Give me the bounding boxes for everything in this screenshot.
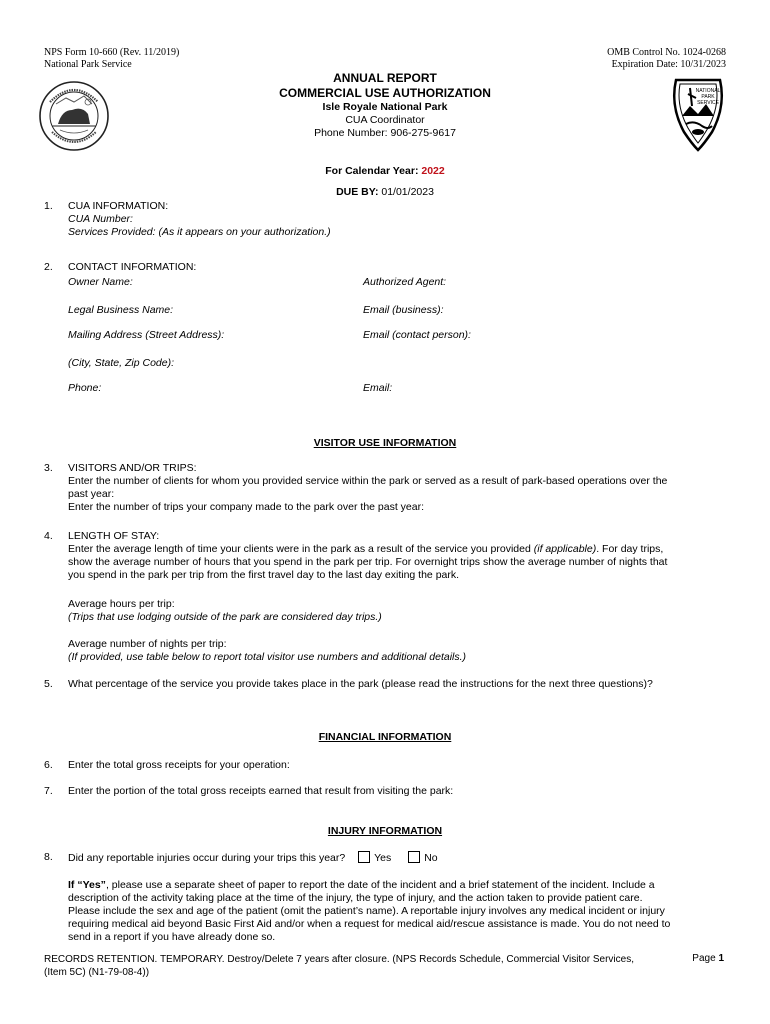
section-4	[68, 530, 728, 582]
due-by-date: 01/01/2023	[381, 186, 434, 198]
section-3-number: 3.	[44, 462, 53, 474]
authorized-agent-field[interactable]: Authorized Agent:	[363, 276, 447, 288]
expiration-date: Expiration Date: 10/31/2023	[611, 59, 726, 70]
yes-checkbox[interactable]	[358, 851, 370, 863]
due-by-line	[0, 186, 770, 198]
form-number: NPS Form 10-660 (Rev. 11/2019)	[44, 47, 180, 58]
calendar-year-label: For Calendar Year:	[325, 165, 422, 177]
city-state-zip-field[interactable]: (City, State, Zip Code):	[68, 357, 175, 369]
no-checkbox[interactable]	[408, 851, 420, 863]
section-4-number: 4.	[44, 530, 53, 542]
clients-count-label-cont[interactable]: past year:	[68, 488, 115, 500]
svg-text:SERVICE: SERVICE	[697, 100, 719, 106]
section-2-number: 2.	[44, 261, 53, 273]
email-contact-field[interactable]: Email (contact person):	[363, 329, 471, 341]
services-provided-label[interactable]: Services Provided: (As it appears on your authorization.)	[68, 226, 331, 238]
average-nights-note: (If provided, use table below to report total visitor use numbers and additional details.)	[68, 651, 467, 663]
average-hours-note: (Trips that use lodging outside of the park are considered day trips.)	[68, 611, 382, 623]
calendar-year-value: 2022	[421, 165, 445, 177]
mailing-address-field[interactable]: Mailing Address (Street Address):	[68, 329, 225, 341]
financial-heading: FINANCIAL INFORMATION	[318, 731, 452, 743]
injury-no-option[interactable]	[408, 852, 437, 864]
svg-text:NATIONAL: NATIONAL	[695, 88, 721, 94]
calendar-year-line	[0, 165, 770, 177]
coordinator-phone: Phone Number: 906-275-9617	[314, 127, 456, 139]
length-of-stay-instructions-3: you spend in the park per trip from the first travel day to the last day exiting the park.	[68, 569, 460, 581]
section-8-number: 8.	[44, 851, 53, 863]
owner-name-field[interactable]: Owner Name:	[68, 276, 133, 288]
svg-text:PARK: PARK	[701, 94, 715, 100]
omb-control-number: OMB Control No. 1024-0268	[607, 47, 726, 58]
email-field[interactable]: Email:	[363, 382, 393, 394]
trips-count-label[interactable]: Enter the number of trips your company made to the park over the past year:	[68, 501, 425, 513]
average-nights-field[interactable]: Average number of nights per trip:	[68, 638, 227, 650]
section-1-title: CUA INFORMATION:	[68, 200, 169, 212]
average-hours-field[interactable]: Average hours per trip:	[68, 598, 175, 610]
agency-name: National Park Service	[44, 59, 132, 70]
email-business-field[interactable]: Email (business):	[363, 304, 444, 316]
visitor-use-heading: VISITOR USE INFORMATION	[313, 437, 457, 449]
title-cua: COMMERCIAL USE AUTHORIZATION	[279, 86, 491, 100]
no-label: No	[424, 852, 438, 864]
park-gross-receipts-field[interactable]: Enter the portion of the total gross receipts earned that result from visiting the park:	[68, 785, 454, 797]
length-of-stay-instructions-2: show the average number of hours that you spend in the park per trip. For overnight trips show the average number of nights that	[68, 556, 668, 568]
park-name: Isle Royale National Park	[322, 101, 448, 113]
section-3-title: VISITORS AND/OR TRIPS:	[68, 462, 197, 474]
coordinator-label: CUA Coordinator	[345, 114, 425, 126]
length-of-stay-instructions: Enter the average length of time your clients were in the park as a result of the service you provided (if applicable). For day trips,	[68, 543, 664, 555]
injury-heading: INJURY INFORMATION	[327, 825, 443, 837]
if-yes-label: If “Yes”	[68, 879, 106, 891]
total-gross-receipts-field[interactable]: Enter the total gross receipts for your operation:	[68, 759, 290, 771]
title-annual-report: ANNUAL REPORT	[333, 71, 437, 85]
section-7-number: 7.	[44, 785, 53, 797]
section-1	[68, 200, 331, 239]
injury-yes-option[interactable]	[358, 852, 391, 864]
section-5-number: 5.	[44, 678, 53, 690]
average-nights-block	[68, 638, 466, 664]
average-hours-block	[68, 598, 382, 624]
section-1-number: 1.	[44, 200, 53, 212]
due-by-label: DUE BY:	[336, 186, 382, 198]
records-retention-footer: RECORDS RETENTION. TEMPORARY. Destroy/Delete 7 years after closure. (NPS Records Schedule, Commercial Visitor Services, (Item 5C) (N1-79-08-4))	[44, 954, 634, 978]
section-4-title: LENGTH OF STAY:	[68, 530, 160, 542]
section-3	[68, 462, 728, 514]
injury-question	[68, 851, 438, 864]
page-number: Page 1	[692, 953, 724, 964]
injury-question-text: Did any reportable injuries occur during your trips this year?	[68, 852, 346, 864]
section-2-title: CONTACT INFORMATION:	[68, 261, 197, 273]
percentage-in-park-field[interactable]: What percentage of the service you provide takes place in the park (please read the instructions for the next three questions)?	[68, 678, 653, 690]
phone-field[interactable]: Phone:	[68, 382, 102, 394]
section-6-number: 6.	[44, 759, 53, 771]
legal-business-name-field[interactable]: Legal Business Name:	[68, 304, 174, 316]
clients-count-label[interactable]: Enter the number of clients for whom you provided service within the park or served as a result of park-based operations over the	[68, 475, 668, 487]
cua-number-label[interactable]: CUA Number:	[68, 213, 133, 225]
injury-instructions: If “Yes”, please use a separate sheet of paper to report the date of the incident and a brief statement of the incident. Include a description of the activity taking place at the time of the injury, the type of injury, and the action taken to provide patient care. Please include the sex and age of the patient (omit the patient’s name). A reportable injury involves any medical incident or injury requiring medical aid beyond Basic First Aid and/or when a request for medical aid/rescue assistance is made. You do not need to send in a report if you have already done so.	[68, 879, 671, 943]
yes-label: Yes	[374, 852, 392, 864]
